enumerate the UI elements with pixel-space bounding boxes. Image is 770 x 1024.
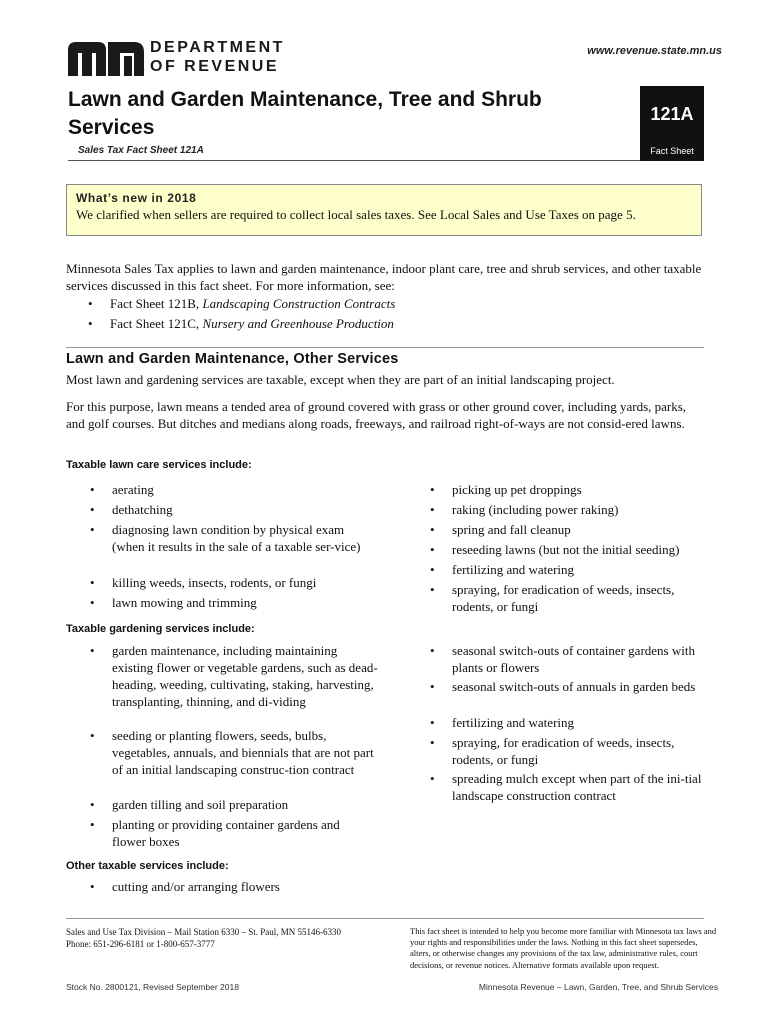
doc-type-badge: Fact Sheet xyxy=(640,141,704,161)
other-services-heading: Other taxable services include: xyxy=(66,860,229,872)
whats-new-box xyxy=(66,184,702,236)
footer-contact xyxy=(66,926,386,950)
mn-logo-mark xyxy=(68,40,144,76)
footer-divider xyxy=(66,918,704,919)
gardening-services-heading: Taxable gardening services include: xyxy=(66,623,255,635)
lawn-services-heading: Taxable lawn care services include: xyxy=(66,459,252,471)
ref-title[interactable]: Nursery and Greenhouse Production xyxy=(202,316,394,331)
department-logo xyxy=(68,38,308,78)
section-heading: Lawn and Garden Maintenance, Other Services xyxy=(66,351,399,367)
stock-number: Stock No. 2800121, Revised September 2018 xyxy=(66,982,239,992)
ref-prefix: Fact Sheet 121C, xyxy=(110,316,203,331)
ref-prefix: Fact Sheet 121B, xyxy=(110,296,203,311)
footer-address: Sales and Use Tax Division – Mail Station 6330 – St. Paul, MN 55146-6330 xyxy=(66,927,341,937)
ref-title[interactable]: Landscaping Construction Contracts xyxy=(202,296,396,311)
section-divider xyxy=(66,347,704,348)
section-paragraph-2: For this purpose, lawn means a tended area of ground covered with grass or other ground cover, including yards, parks, and golf courses. But ditches and medians along roads, freeways, and railroad right-of-ways are not consid-ered lawns. xyxy=(66,399,687,431)
footer-phone: Phone: 651-296-6181 or 1-800-657-3777 xyxy=(66,939,215,949)
department-name xyxy=(150,38,285,76)
whats-new-heading: What’s new in 2018 xyxy=(76,191,197,205)
logo-line-1: DEPARTMENT xyxy=(150,39,285,56)
intro-paragraph: Minnesota Sales Tax applies to lawn and garden maintenance, indoor plant care, tree and shrub services, and other taxable services discussed in this fact sheet. For more information, see: xyxy=(66,261,702,293)
footer-disclaimer: This fact sheet is intended to help you become more familiar with Minnesota tax laws and your rights and responsibilities under the laws. Nothing in this fact sheet supersedes, alters, or otherwise changes any provisions of the tax law, administrative rules, court decisions, or revenue notices. Alternative formats available upon request. xyxy=(410,926,717,970)
website-url[interactable]: www.revenue.state.mn.us xyxy=(587,45,722,57)
logo-line-2: OF REVENUE xyxy=(150,58,280,75)
subtitle: Sales Tax Fact Sheet 121A xyxy=(78,145,204,156)
running-footer: Minnesota Revenue – Lawn, Garden, Tree, and Shrub Services xyxy=(478,982,718,992)
fact-sheet-number: 121A xyxy=(640,86,704,142)
section-paragraph-1: Most lawn and gardening services are taxable, except when they are part of an initial landscaping project. xyxy=(66,372,615,387)
whats-new-text: We clarified when sellers are required to collect local sales taxes. See Local Sales and Use Taxes on page 5. xyxy=(76,207,636,222)
page-title: Lawn and Garden Maintenance, Tree and Shrub Services xyxy=(68,88,542,139)
header-divider xyxy=(68,160,640,161)
